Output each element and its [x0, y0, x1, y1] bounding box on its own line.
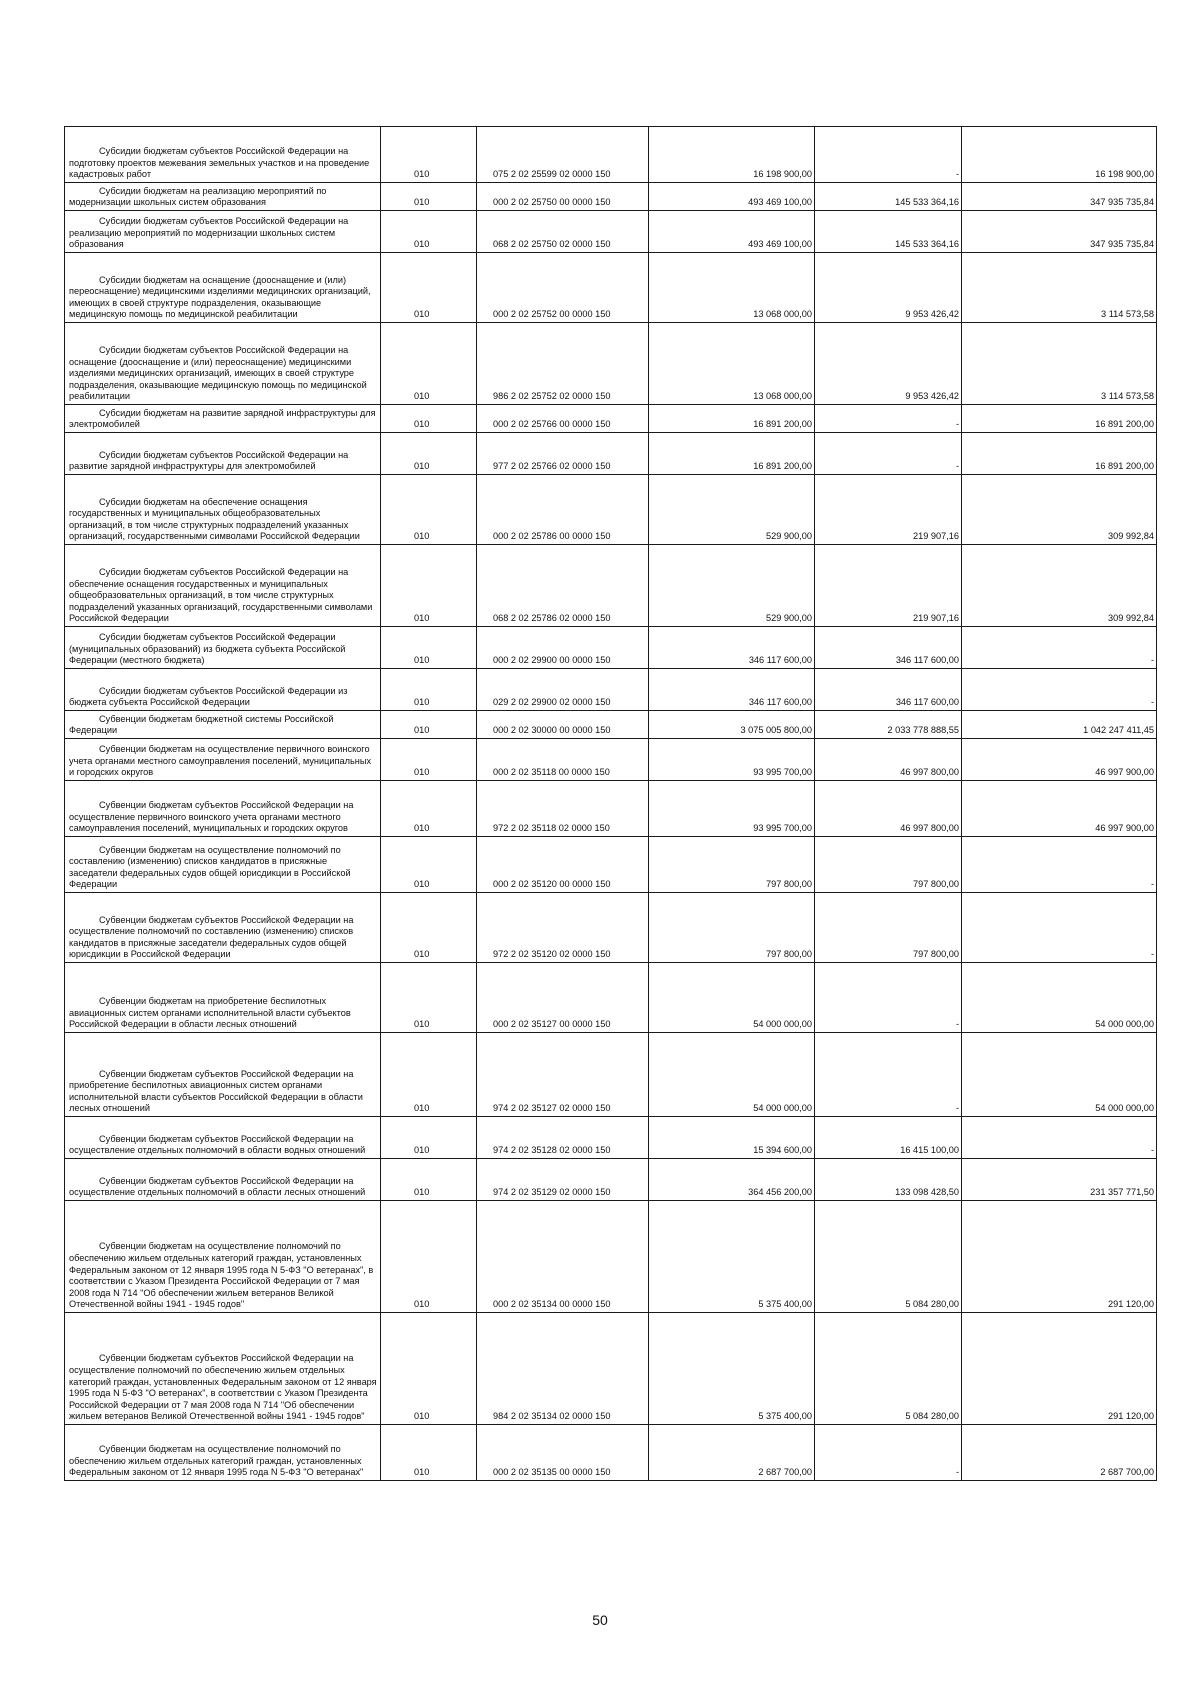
row-name-text: Субсидии бюджетам на развитие зарядной инфраструктуры для электромобилей — [69, 407, 376, 430]
row-line-code-cell: 010 — [381, 781, 477, 837]
row-name-cell — [65, 183, 381, 211]
row-unexecuted-cell: 54 000 000,00 — [962, 963, 1157, 1033]
row-budget-code-cell: 974 2 02 35127 02 0000 150 — [477, 1033, 649, 1117]
budget-sheet — [64, 126, 1156, 1481]
row-name-text: Субвенции бюджетам субъектов Российской Федерации на осуществление первичного воинского учета органами местного самоуправления поселений, муниципальных и городских округов — [69, 800, 354, 834]
row-name-text: Субсидии бюджетам на оснащение (дооснащение и (или) переоснащение) медицинскими изделиями медицинских организаций, имеющих в своей структуре подразделения, оказывающие медицинскую помощь по медицинской реабилитации — [69, 274, 371, 320]
row-approved-cell: 15 394 600,00 — [649, 1117, 815, 1159]
row-name-cell — [65, 1117, 381, 1159]
row-unexecuted-cell: 309 992,84 — [962, 475, 1157, 545]
row-executed-cell: 46 997 800,00 — [815, 781, 962, 837]
row-budget-code-cell: 974 2 02 35128 02 0000 150 — [477, 1117, 649, 1159]
row-unexecuted-cell: 16 891 200,00 — [962, 433, 1157, 475]
row-name-text: Субвенции бюджетам на осуществление первичного воинского учета органами местного самоуправления поселений, муниципальных и городских округов — [69, 744, 372, 778]
row-executed-cell: 219 907,16 — [815, 475, 962, 545]
row-unexecuted-cell: 1 042 247 411,45 — [962, 711, 1157, 739]
table-row — [65, 183, 1157, 211]
row-name-text: Субсидии бюджетам субъектов Российской Федерации на обеспечение оснащения государственных и муниципальных общеобразовательных организаций, в том числе структурных подразделений указанных организаций, государственными символами Российской Федерации — [69, 567, 373, 624]
row-name-cell — [65, 893, 381, 963]
table-row — [65, 1159, 1157, 1201]
row-budget-code-cell: 029 2 02 29900 02 0000 150 — [477, 669, 649, 711]
page-number: 50 — [592, 1612, 608, 1628]
row-executed-cell: 797 800,00 — [815, 837, 962, 893]
table-row — [65, 1313, 1157, 1425]
table-row — [65, 405, 1157, 433]
row-budget-code-cell: 972 2 02 35120 02 0000 150 — [477, 893, 649, 963]
row-name-cell — [65, 739, 381, 781]
row-name-cell — [65, 963, 381, 1033]
row-unexecuted-cell: 2 687 700,00 — [962, 1425, 1157, 1481]
row-name-cell — [65, 1425, 381, 1481]
row-executed-cell: 2 033 778 888,55 — [815, 711, 962, 739]
table-body — [65, 127, 1157, 1481]
row-line-code-cell: 010 — [381, 433, 477, 475]
row-approved-cell: 93 995 700,00 — [649, 739, 815, 781]
row-name-cell — [65, 211, 381, 253]
row-budget-code-cell: 972 2 02 35118 02 0000 150 — [477, 781, 649, 837]
row-budget-code-cell: 000 2 02 30000 00 0000 150 — [477, 711, 649, 739]
table-row — [65, 893, 1157, 963]
row-approved-cell: 54 000 000,00 — [649, 1033, 815, 1117]
row-name-cell — [65, 781, 381, 837]
row-line-code-cell: 010 — [381, 323, 477, 405]
row-name-cell — [65, 323, 381, 405]
row-line-code-cell: 010 — [381, 405, 477, 433]
table-row — [65, 837, 1157, 893]
row-name-cell — [65, 1159, 381, 1201]
row-budget-code-cell: 977 2 02 25766 02 0000 150 — [477, 433, 649, 475]
table-row — [65, 627, 1157, 669]
row-unexecuted-cell: - — [962, 669, 1157, 711]
row-name-text: Субвенции бюджетам субъектов Российской Федерации на приобретение беспилотных авиационных систем органами исполнительной власти субъектов Российской Федерации в области лесных отношений — [69, 1068, 363, 1114]
row-budget-code-cell: 000 2 02 35135 00 0000 150 — [477, 1425, 649, 1481]
row-executed-cell: 219 907,16 — [815, 545, 962, 627]
row-approved-cell: 493 469 100,00 — [649, 183, 815, 211]
row-name-text: Субсидии бюджетам субъектов Российской Федерации на подготовку проектов межевания земельных участков и на проведение кадастровых работ — [69, 146, 370, 180]
row-name-cell — [65, 1033, 381, 1117]
row-approved-cell: 13 068 000,00 — [649, 253, 815, 323]
row-budget-code-cell: 000 2 02 35127 00 0000 150 — [477, 963, 649, 1033]
row-line-code-cell: 010 — [381, 837, 477, 893]
row-approved-cell: 16 891 200,00 — [649, 433, 815, 475]
row-budget-code-cell: 986 2 02 25752 02 0000 150 — [477, 323, 649, 405]
row-name-text: Субсидии бюджетам на реализацию мероприятий по модернизации школьных систем образования — [69, 185, 327, 208]
row-name-text: Субвенции бюджетам бюджетной системы Российской Федерации — [69, 713, 334, 736]
row-approved-cell: 797 800,00 — [649, 837, 815, 893]
row-unexecuted-cell: 46 997 900,00 — [962, 739, 1157, 781]
row-budget-code-cell: 974 2 02 35129 02 0000 150 — [477, 1159, 649, 1201]
row-name-cell — [65, 475, 381, 545]
row-unexecuted-cell: 46 997 900,00 — [962, 781, 1157, 837]
row-approved-cell: 346 117 600,00 — [649, 627, 815, 669]
row-line-code-cell: 010 — [381, 1159, 477, 1201]
row-name-text: Субвенции бюджетам субъектов Российской Федерации на осуществление отдельных полномочий в области лесных отношений — [69, 1175, 366, 1198]
row-executed-cell: 346 117 600,00 — [815, 627, 962, 669]
row-name-text: Субвенции бюджетам на осуществление полномочий по обеспечению жильем отдельных категорий граждан, установленных Федеральным законом от 12 января 1995 года N 5-ФЗ "О ветеранах", в соответствии с Указом Президента Российской Федерации от 7 мая 2008 года N 714 "Об обеспечении жильем ветеранов Великой Отечественной войны 1941 - 1945 годов" — [69, 1241, 374, 1310]
row-executed-cell: 145 533 364,16 — [815, 183, 962, 211]
row-unexecuted-cell: 347 935 735,84 — [962, 211, 1157, 253]
row-name-text: Субсидии бюджетам субъектов Российской Федерации на реализацию мероприятий по модернизации школьных систем образования — [69, 216, 349, 250]
table-row — [65, 433, 1157, 475]
row-name-text: Субвенции бюджетам на осуществление полномочий по составлению (изменению) списков кандидатов в присяжные заседатели федеральных судов общей юрисдикции в Российской Федерации — [69, 844, 351, 890]
table-row — [65, 1425, 1157, 1481]
table-row — [65, 1117, 1157, 1159]
row-name-text: Субвенции бюджетам субъектов Российской Федерации на осуществление полномочий по составлению (изменению) списков кандидатов в присяжные заседатели федеральных судов общей юрисдикции в Российской Федерации — [69, 914, 354, 960]
row-executed-cell: 346 117 600,00 — [815, 669, 962, 711]
row-executed-cell: 9 953 426,42 — [815, 323, 962, 405]
row-executed-cell: 797 800,00 — [815, 893, 962, 963]
row-unexecuted-cell: - — [962, 837, 1157, 893]
row-approved-cell: 54 000 000,00 — [649, 963, 815, 1033]
row-unexecuted-cell: 291 120,00 — [962, 1313, 1157, 1425]
table-row — [65, 963, 1157, 1033]
row-line-code-cell: 010 — [381, 211, 477, 253]
row-budget-code-cell: 075 2 02 25599 02 0000 150 — [477, 127, 649, 183]
row-budget-code-cell: 000 2 02 25766 00 0000 150 — [477, 405, 649, 433]
row-approved-cell: 93 995 700,00 — [649, 781, 815, 837]
table-row — [65, 211, 1157, 253]
row-line-code-cell: 010 — [381, 893, 477, 963]
row-name-cell — [65, 127, 381, 183]
row-approved-cell: 346 117 600,00 — [649, 669, 815, 711]
row-executed-cell: 5 084 280,00 — [815, 1201, 962, 1313]
row-unexecuted-cell: 16 891 200,00 — [962, 405, 1157, 433]
row-approved-cell: 493 469 100,00 — [649, 211, 815, 253]
row-budget-code-cell: 000 2 02 29900 00 0000 150 — [477, 627, 649, 669]
row-name-text: Субвенции бюджетам субъектов Российской Федерации на осуществление полномочий по обеспечению жильем отдельных категорий граждан, установленных Федеральным законом от 12 января 1995 года N 5-ФЗ "О ветеранах", в соответствии с Указом Президента Российской Федерации от 7 мая 2008 года N 714 "Об обеспечении жильем ветеранов Великой Отечественной войны 1941 - 1945 годов" — [69, 1353, 377, 1422]
row-approved-cell: 13 068 000,00 — [649, 323, 815, 405]
row-executed-cell: - — [815, 405, 962, 433]
row-line-code-cell: 010 — [381, 1425, 477, 1481]
row-executed-cell: - — [815, 127, 962, 183]
row-approved-cell: 5 375 400,00 — [649, 1201, 815, 1313]
row-name-cell — [65, 669, 381, 711]
row-approved-cell: 364 456 200,00 — [649, 1159, 815, 1201]
table-row — [65, 781, 1157, 837]
row-name-text: Субвенции бюджетам на приобретение беспилотных авиационных систем органами исполнительной власти субъектов Российской Федерации в области лесных отношений — [69, 996, 351, 1030]
row-executed-cell: 16 415 100,00 — [815, 1117, 962, 1159]
row-budget-code-cell: 000 2 02 35134 00 0000 150 — [477, 1201, 649, 1313]
row-budget-code-cell: 000 2 02 25752 00 0000 150 — [477, 253, 649, 323]
row-line-code-cell: 010 — [381, 963, 477, 1033]
row-line-code-cell: 010 — [381, 183, 477, 211]
table-row — [65, 475, 1157, 545]
row-unexecuted-cell: 3 114 573,58 — [962, 253, 1157, 323]
row-name-cell — [65, 837, 381, 893]
row-executed-cell: - — [815, 1033, 962, 1117]
row-unexecuted-cell: 309 992,84 — [962, 545, 1157, 627]
table-row — [65, 253, 1157, 323]
row-unexecuted-cell: - — [962, 893, 1157, 963]
row-executed-cell: - — [815, 963, 962, 1033]
table-row — [65, 1201, 1157, 1313]
row-budget-code-cell: 000 2 02 25786 00 0000 150 — [477, 475, 649, 545]
row-budget-code-cell: 984 2 02 35134 02 0000 150 — [477, 1313, 649, 1425]
row-budget-code-cell: 000 2 02 35120 00 0000 150 — [477, 837, 649, 893]
row-line-code-cell: 010 — [381, 711, 477, 739]
row-approved-cell: 3 075 005 800,00 — [649, 711, 815, 739]
row-executed-cell: - — [815, 1425, 962, 1481]
row-unexecuted-cell: 291 120,00 — [962, 1201, 1157, 1313]
table-row — [65, 669, 1157, 711]
row-name-text: Субсидии бюджетам субъектов Российской Федерации на развитие зарядной инфраструктуры для электромобилей — [69, 449, 349, 472]
row-name-text: Субсидии бюджетам на обеспечение оснащения государственных и муниципальных общеобразовательных организаций, в том числе структурных подразделений указанных организаций, государственными символами Российской Федерации — [69, 496, 360, 542]
row-approved-cell: 529 900,00 — [649, 545, 815, 627]
row-line-code-cell: 010 — [381, 253, 477, 323]
row-approved-cell: 529 900,00 — [649, 475, 815, 545]
row-name-cell — [65, 405, 381, 433]
table-row — [65, 127, 1157, 183]
row-budget-code-cell: 068 2 02 25750 02 0000 150 — [477, 211, 649, 253]
row-approved-cell: 5 375 400,00 — [649, 1313, 815, 1425]
row-name-cell — [65, 627, 381, 669]
row-approved-cell: 2 687 700,00 — [649, 1425, 815, 1481]
budget-income-table — [64, 126, 1157, 1481]
row-executed-cell: 5 084 280,00 — [815, 1313, 962, 1425]
row-name-text: Субсидии бюджетам субъектов Российской Федерации на оснащение (дооснащение и (или) переоснащение) медицинскими изделиями медицинских организаций, имеющих в своей структуре подразделения, оказывающие медицинскую помощь по медицинской реабилитации — [69, 345, 367, 402]
table-row — [65, 711, 1157, 739]
table-row — [65, 323, 1157, 405]
row-name-cell — [65, 545, 381, 627]
row-name-text: Субсидии бюджетам субъектов Российской Федерации из бюджета субъекта Российской Федерации — [69, 685, 348, 708]
row-line-code-cell: 010 — [381, 739, 477, 781]
row-name-text: Субсидии бюджетам субъектов Российской Федерации (муниципальных образований) из бюджета субъекта Российской Федерации (местного бюджета) — [69, 632, 346, 666]
row-line-code-cell: 010 — [381, 1033, 477, 1117]
row-name-cell — [65, 1313, 381, 1425]
row-unexecuted-cell: 54 000 000,00 — [962, 1033, 1157, 1117]
row-name-cell — [65, 711, 381, 739]
row-unexecuted-cell: - — [962, 627, 1157, 669]
row-approved-cell: 16 198 900,00 — [649, 127, 815, 183]
row-name-cell — [65, 253, 381, 323]
row-unexecuted-cell: 347 935 735,84 — [962, 183, 1157, 211]
row-line-code-cell: 010 — [381, 1117, 477, 1159]
row-executed-cell: 133 098 428,50 — [815, 1159, 962, 1201]
table-row — [65, 739, 1157, 781]
row-name-text: Субвенции бюджетам субъектов Российской Федерации на осуществление отдельных полномочий в области водных отношений — [69, 1133, 366, 1156]
row-executed-cell: 9 953 426,42 — [815, 253, 962, 323]
row-unexecuted-cell: 231 357 771,50 — [962, 1159, 1157, 1201]
row-line-code-cell: 010 — [381, 545, 477, 627]
row-name-cell — [65, 1201, 381, 1313]
row-approved-cell: 797 800,00 — [649, 893, 815, 963]
row-budget-code-cell: 000 2 02 35118 00 0000 150 — [477, 739, 649, 781]
row-unexecuted-cell: - — [962, 1117, 1157, 1159]
row-executed-cell: - — [815, 433, 962, 475]
table-row — [65, 545, 1157, 627]
row-executed-cell: 145 533 364,16 — [815, 211, 962, 253]
table-row — [65, 1033, 1157, 1117]
row-budget-code-cell: 000 2 02 25750 00 0000 150 — [477, 183, 649, 211]
row-budget-code-cell: 068 2 02 25786 02 0000 150 — [477, 545, 649, 627]
row-line-code-cell: 010 — [381, 669, 477, 711]
row-name-cell — [65, 433, 381, 475]
row-unexecuted-cell: 3 114 573,58 — [962, 323, 1157, 405]
row-approved-cell: 16 891 200,00 — [649, 405, 815, 433]
row-executed-cell: 46 997 800,00 — [815, 739, 962, 781]
row-unexecuted-cell: 16 198 900,00 — [962, 127, 1157, 183]
row-line-code-cell: 010 — [381, 1313, 477, 1425]
row-line-code-cell: 010 — [381, 1201, 477, 1313]
row-line-code-cell: 010 — [381, 627, 477, 669]
row-line-code-cell: 010 — [381, 475, 477, 545]
row-name-text: Субвенции бюджетам на осуществление полномочий по обеспечению жильем отдельных категорий граждан, установленных Федеральным законом от 12 января 1995 года N 5-ФЗ "О ветеранах" — [69, 1444, 364, 1478]
row-line-code-cell: 010 — [381, 127, 477, 183]
